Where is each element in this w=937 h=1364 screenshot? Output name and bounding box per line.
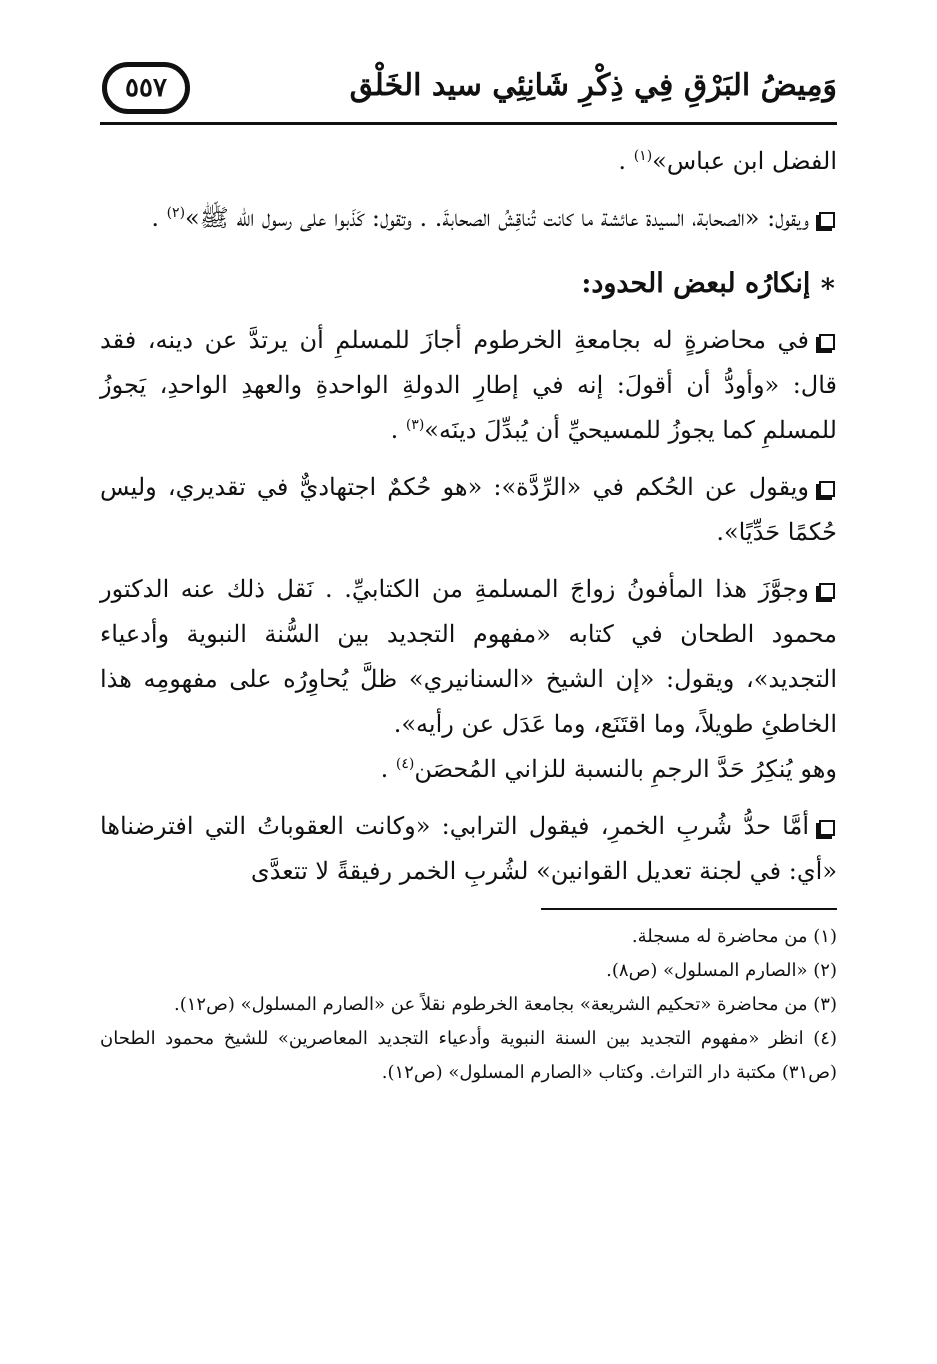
paragraph: في محاضرةٍ له بجامعةِ الخرطوم أجازَ للمسلمِ أن يرتدَّ عن دينه، فقد قال: «وأودُّ أن أقولَ: إنه في إطارِ الدولةِ الواحدةِ والعهدِ الواحدِ، يَجوزُ للمسلمِ كما يجوزُ للمسيحيِّ أن يُبدِّلَ دينَه»$^{(٣)}$ . [100,326,837,444]
footnotes [100,920,837,1090]
paragraph: ويقول: «الصحابة، السيدة عائشة ما كانت تُناقِشُ الصحابةَ. . وتقول: كَذَبوا على رسول اللّه ﷺ»$^{(٢)}$ . [100,196,837,241]
footnote: (٤) انظر «مفهوم التجديد بين السنة النبوية وأدعياء التجديد المعاصرين» للشيخ محمود الطحان (ص٣١) مكتبة دار التراث. وكتاب «الصارم المسلول» (ص١٢). [100,1028,837,1083]
footnote-ref: (٣) [405,417,425,433]
page-number-badge [102,62,190,114]
square-bullet-icon [819,820,835,836]
paragraph: وجوَّزَ هذا المأفونُ زواجَ المسلمةِ من الكتابيِّ. . نَقل ذلك عنه الدكتور محمود الطحان في كتابه «مفهوم التجديد بين السُّنة النبوية وأدعياء التجديد»، ويقول: «إن الشيخ «السنانيري» ظلَّ يُحاوِرُه على مفهومِه هذا الخاطئِ طويلاً، وما اقتَنَع، وما عَدَل عن رأيه». [100,575,837,738]
square-bullet-icon [819,334,835,350]
paragraph: أمَّا حدُّ شُربِ الخمرِ، فيقول الترابي: «وكانت العقوباتُ التي افترضناها «أي: في لجنة تعديل القوانين» لشُربِ الخمر رفيقةً لا تتعدَّى [100,812,837,885]
footnote-ref: (٢) [166,205,186,221]
running-title: وَمِيضُ البَرْقِ فِي ذِكْرِ شَانِئِي سيد الخَلْق [349,68,837,103]
paragraph: الفضل ابن عباس»$^{(١)}$ . [618,147,837,175]
book-page [100,48,837,1090]
paragraph: وهو يُنكِرُ حَدَّ الرجمِ بالنسبة للزاني المُحصَن$^{(٤)}$ . [380,755,837,783]
footnote: (٢) «الصارم المسلول» (ص٨). [606,960,837,981]
asterisk-icon: ∗ [818,268,837,299]
footnote-ref: (٤) [395,756,415,772]
footnote: (٣) من محاضرة «تحكيم الشريعة» بجامعة الخرطوم نقلاً عن «الصارم المسلول» (ص١٢). [173,994,837,1015]
square-bullet-icon [819,583,835,599]
footnote-ref: (١) [633,148,653,164]
paragraph: ويقول عن الحُكم في «الرِّدَّة»: «هو حُكمٌ اجتهاديٌّ في تقديري، وليس حُكمًا حَدِّيًا». [100,473,837,546]
footnote-separator [541,908,837,910]
main-text [100,139,837,894]
square-bullet-icon [819,212,835,228]
footnote: (١) من محاضرة له مسجلة. [631,926,837,947]
page-header [100,48,837,125]
section-heading: ∗إنكارُه لبعض الحدود: [581,268,837,299]
square-bullet-icon [819,481,835,497]
page-number: ٥٥٧ [125,73,167,103]
